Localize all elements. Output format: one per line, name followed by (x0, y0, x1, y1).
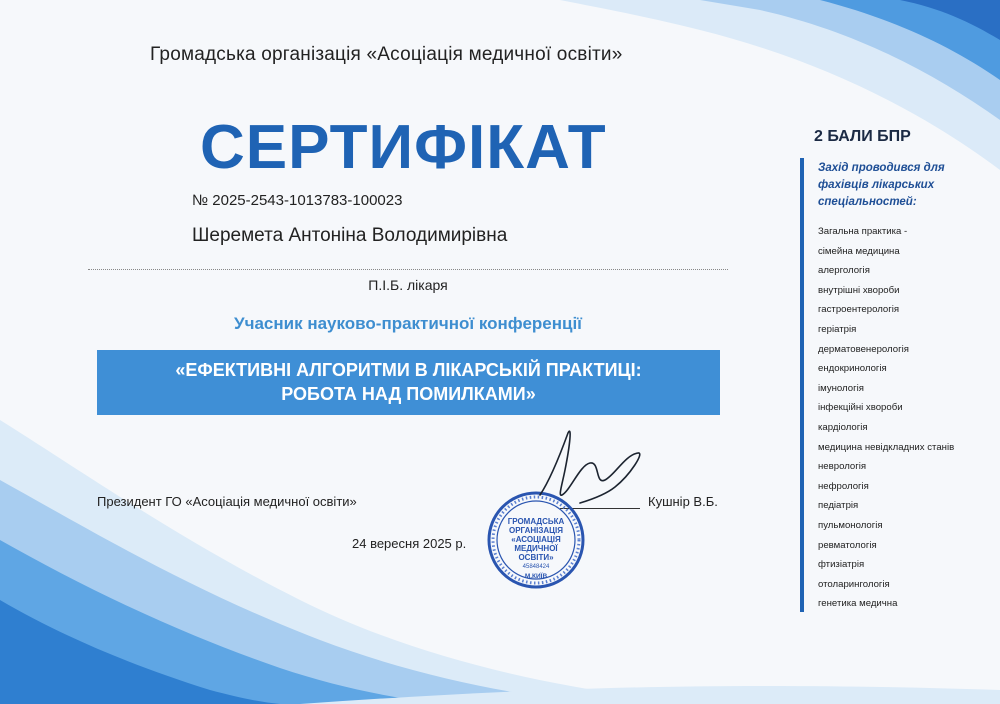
certificate-number: № 2025-2543-1013783-100023 (192, 192, 403, 209)
signer-name: Кушнір В.Б. (648, 494, 718, 509)
list-item: пульмонологія (818, 519, 883, 531)
list-item: алергологія (818, 265, 870, 277)
list-item: гастроентерологія (818, 304, 900, 316)
list-item: інфекційні хвороби (818, 402, 903, 414)
event-title-line1: «ЕФЕКТИВНІ АЛГОРИТМИ В ЛІКАРСЬКІЙ ПРАКТИЦІ: (175, 360, 642, 380)
name-caption: П.І.Б. лікаря (368, 277, 448, 293)
specialty-list (818, 222, 998, 614)
signature (510, 425, 650, 515)
name-underline (88, 269, 728, 270)
seal-line5: ОСВІТИ» (518, 553, 554, 562)
list-item: дерматовенерологія (818, 343, 909, 355)
list-item: медицина невідкладних станів (818, 441, 955, 453)
list-item: отоларингологія (818, 578, 890, 590)
seal-line2: ОРГАНІЗАЦІЯ (509, 526, 563, 535)
list-item: кардіологія (818, 421, 868, 433)
list-item: генетика медична (818, 598, 898, 610)
certificate-title: СЕРТИФІКАТ (200, 113, 607, 182)
list-item: ревматологія (818, 539, 877, 551)
list-item: внутрішні хвороби (818, 284, 900, 296)
list-item: ендокринологія (818, 363, 887, 375)
seal-line1: ГРОМАДСЬКА (507, 517, 565, 526)
event-title-banner (97, 350, 720, 415)
cpd-points: 2 БАЛИ БПР (814, 128, 911, 145)
doctor-name: Шеремета Антоніна Володимирівна (192, 225, 508, 246)
sidebar-accent-bar (800, 158, 804, 612)
participant-label: Учасник науково-практичної конференції (234, 314, 582, 333)
sidebar-heading: Захід проводився для фахівців лікарських спеціальностей: (818, 162, 945, 208)
seal-code: 45848424 (522, 564, 550, 570)
list-item: нефрологія (818, 480, 869, 492)
list-item: сімейна медицина (818, 245, 900, 257)
event-title-line2: РОБОТА НАД ПОМИЛКАМИ» (281, 384, 536, 404)
list-item: педіатрія (818, 500, 859, 512)
list-item: фтизіатрія (818, 559, 865, 571)
issue-date: 24 вересня 2025 р. (352, 536, 467, 551)
seal-line3: «АСОЦІАЦІЯ (511, 535, 561, 544)
seal-city: М.КИЇВ (524, 573, 548, 580)
president-label: Президент ГО «Асоціація медичної освіти» (97, 494, 357, 509)
list-item: геріатрія (818, 323, 857, 335)
organization-header: Громадська організація «Асоціація медичної освіти» (150, 44, 623, 65)
list-item: імунологія (818, 382, 864, 394)
list-item: неврологія (818, 461, 867, 473)
seal-line4: МЕДИЧНОЇ (514, 544, 558, 553)
list-item: Загальна практика - (818, 226, 908, 237)
